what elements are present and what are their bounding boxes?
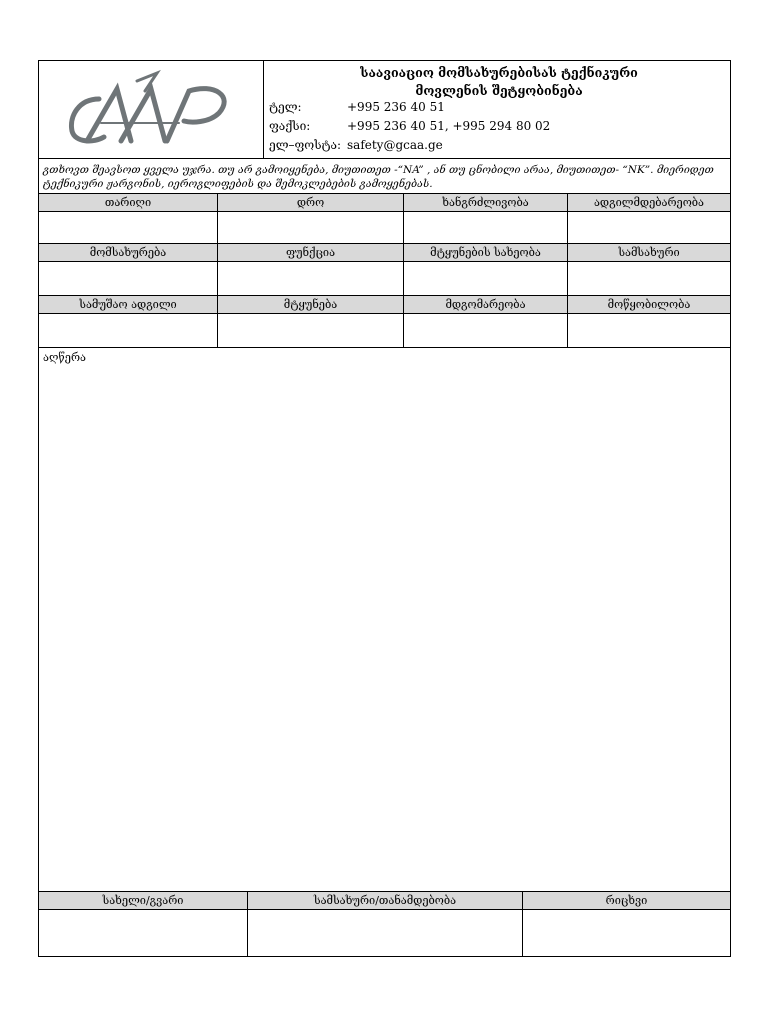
equipment-field[interactable]	[568, 314, 730, 347]
col-line	[567, 194, 568, 347]
description-field[interactable]	[39, 366, 730, 890]
duration-field[interactable]	[404, 212, 567, 243]
gcaa-logo	[39, 61, 264, 158]
time-field[interactable]	[218, 212, 403, 243]
phone-value: +995 236 40 51	[347, 100, 445, 114]
phone-label: ტელ:	[269, 100, 302, 114]
instructions-text: გთხოვთ შეავსოთ ყველა უჯრა. თუ არ გამოიყენება, მიუთითეთ -“NA” , ან თუ ცნობილი არაა, მიუთითეთ- “NK”. მიერიდეთ ტექნიკური ჟარგონის, იეროგლიფების და შემოკლებების გამოყენებას.	[43, 164, 714, 190]
col-line	[522, 892, 523, 956]
position-field[interactable]	[248, 910, 522, 956]
incident-report-form	[38, 60, 731, 957]
name-field[interactable]	[39, 910, 247, 956]
org-title-line2: მოვლენის შეტყობინება	[415, 83, 583, 98]
header-position: სამსახური/თანამდებობა	[248, 892, 522, 909]
header-service: მომსახურება	[39, 244, 217, 261]
date-field[interactable]	[39, 212, 217, 243]
location-field[interactable]	[568, 212, 730, 243]
header-failure-type: მტყუნების სახეობა	[404, 244, 567, 261]
header-function: ფუნქცია	[218, 244, 403, 261]
header-workplace: სამუშაო ადგილი	[39, 296, 217, 313]
col-line	[217, 194, 218, 347]
header-department: სამსახური	[568, 244, 730, 261]
header-time: დრო	[218, 194, 403, 211]
row-line	[39, 347, 730, 348]
failure-type-field[interactable]	[404, 262, 567, 295]
header-date: თარიღი	[39, 194, 217, 211]
fax-value: +995 236 40 51, +995 294 80 02	[347, 119, 551, 133]
department-field[interactable]	[568, 262, 730, 295]
function-field[interactable]	[218, 262, 403, 295]
header-condition: მდგომარეობა	[404, 296, 567, 313]
service-field[interactable]	[39, 262, 217, 295]
description-label: აღწერა	[43, 351, 86, 364]
failure-field[interactable]	[218, 314, 403, 347]
col-line	[247, 892, 248, 956]
org-title	[269, 64, 729, 100]
date-footer-field[interactable]	[523, 910, 730, 956]
header-equipment: მოწყობილობა	[568, 296, 730, 313]
header-failure: მტყუნება	[218, 296, 403, 313]
org-title-line1: საავიაციო მომსახურებისას ტექნიკური	[360, 65, 638, 80]
header-date-footer: რიცხვი	[523, 892, 730, 909]
condition-field[interactable]	[404, 314, 567, 347]
workplace-field[interactable]	[39, 314, 217, 347]
header-duration: ხანგრძლივობა	[404, 194, 567, 211]
email-value: safety@gcaa.ge	[347, 138, 443, 152]
fax-label: ფაქსი:	[269, 119, 311, 133]
header-location: ადგილმდებარეობა	[568, 194, 730, 211]
header-bottom-line	[39, 158, 730, 159]
header-name: სახელი/გვარი	[39, 892, 247, 909]
header-divider	[263, 61, 264, 158]
email-label: ელ–ფოსტა:	[269, 138, 341, 152]
col-line	[403, 194, 404, 347]
